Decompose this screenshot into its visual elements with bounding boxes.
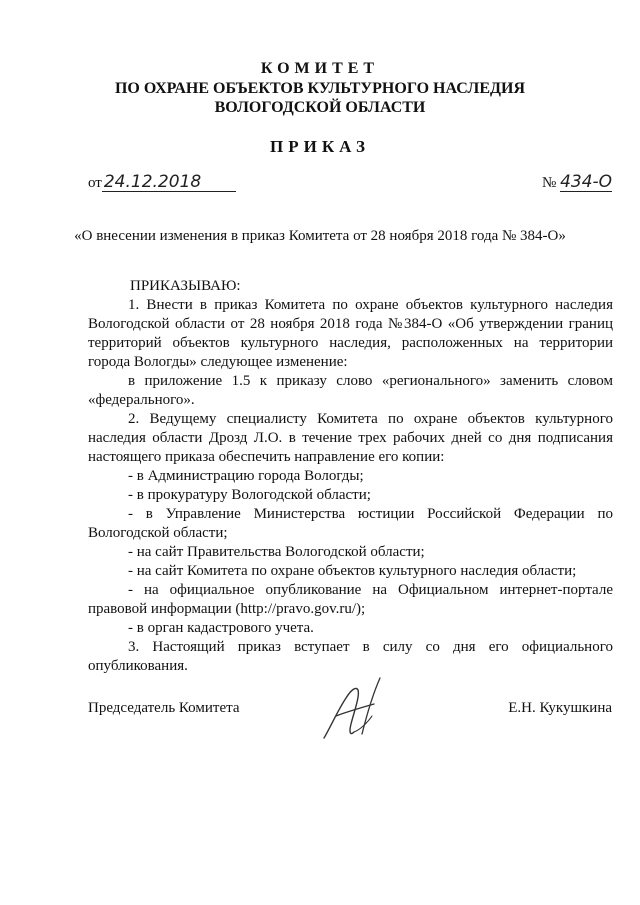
- list-item: - на официальное опубликование на Официальном интернет-портале правовой информации (http://pravo.gov.ru/);: [88, 582, 613, 617]
- order-word: ПРИКАЗЫВАЮ:: [130, 278, 241, 294]
- signatory-position: Председатель Комитета: [88, 700, 240, 716]
- header-region: ВОЛОГОДСКОЙ ОБЛАСТИ: [214, 99, 426, 116]
- date-handwritten: 24.12.2018: [102, 173, 236, 192]
- paragraph-3: 3. Настоящий приказ вступает в силу со дня его официального опубликования.: [88, 639, 613, 674]
- paragraph-2: 2. Ведущему специалисту Комитета по охране объектов культурного наследия области Дрозд Л.О. в течение трех рабочих дней со дня подписания настоящего приказа обеспечить направление его копии:: [88, 411, 613, 465]
- signature-image: [318, 672, 388, 744]
- paragraph-1: 1. Внести в приказ Комитета по охране объектов культурного наследия Вологодской области от 28 ноября 2018 года №384-О «Об утверждении границ территорий объектов культурного наследия, расположенных на территории города Вологды» следующее изменение:: [88, 297, 613, 370]
- header-committee: КОМИТЕТ: [260, 60, 380, 77]
- list-item: - на сайт Правительства Вологодской области;: [128, 544, 425, 560]
- list-item: - на сайт Комитета по охране объектов культурного наследия области;: [128, 563, 577, 579]
- order-body: [88, 277, 613, 676]
- date-prefix: от: [88, 175, 102, 191]
- list-item: - в прокуратуру Вологодской области;: [128, 487, 371, 503]
- list-item: - в Администрацию города Вологды;: [128, 468, 364, 484]
- paragraph-1-change: в приложение 1.5 к приказу слово «регионального» заменить словом «федерального».: [88, 373, 613, 408]
- list-item: - в Управление Министерства юстиции Российской Федерации по Вологодской области;: [88, 506, 613, 541]
- number-prefix: №: [542, 175, 557, 191]
- document-type-title: ПРИКАЗ: [270, 137, 370, 156]
- header-committee-scope: ПО ОХРАНЕ ОБЪЕКТОВ КУЛЬТУРНОГО НАСЛЕДИЯ: [114, 80, 526, 97]
- number-handwritten: 434-О: [560, 172, 613, 192]
- signatory-name: Е.Н. Кукушкина: [508, 700, 612, 716]
- order-subject: «О внесении изменения в приказ Комитета от 28 ноября 2018 года № 384-О»: [74, 228, 566, 244]
- list-item: - в орган кадастрового учета.: [128, 620, 314, 636]
- order-number: [542, 173, 612, 192]
- order-date: [88, 173, 236, 192]
